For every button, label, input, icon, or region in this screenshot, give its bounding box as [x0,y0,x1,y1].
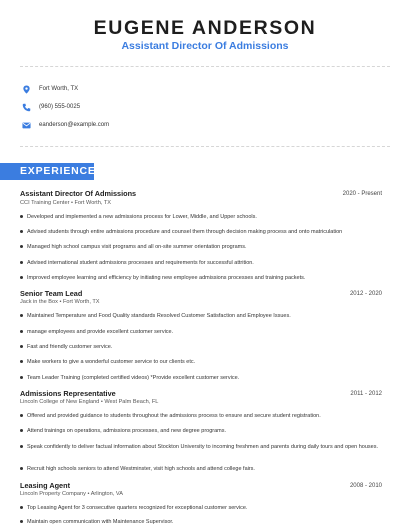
job-title: Admissions Representative [20,389,116,398]
email-text: eanderson@example.com [39,122,110,128]
job-company-line: Lincoln College of New England • West Palm Beach, FL [20,399,159,405]
contact-phone [22,101,80,113]
contact-divider [20,146,390,147]
header-divider [20,66,390,67]
bullet-text: Make workers to give a wonderful customer service to our clients etc. [27,359,196,365]
bullet-dot [20,314,23,317]
bullet-dot [20,215,23,218]
company-name: Jack in the Box [20,299,58,305]
bullet-text: Attend trainings on operations, admissions processes, and new degree programs. [27,428,227,434]
bullet-dot [20,414,23,417]
contact-email [22,119,109,131]
bullet-dot [20,520,23,523]
bullet-dot [20,345,23,348]
job-title: Leasing Agent [20,481,71,490]
job-company-line: CCI Training Center • Fort Worth, TX [20,200,111,206]
map-pin-icon [22,85,31,94]
bullet-text: Developed and implemented a new admissions process for Lower, Middle, and Upper schools. [27,214,257,220]
section-title-experience: EXPERIENCE [20,165,96,177]
phone-icon [22,103,31,112]
job-title: Senior Team Lead [20,289,83,298]
job-dates: 2011 - 2012 [350,391,382,397]
company-location: Fort Worth, TX [63,299,100,305]
company-name: CCI Training Center [20,200,70,206]
bullet-text: Maintain open communication with Maintenance Supervisor. [27,519,174,525]
bullet-dot [20,360,23,363]
phone-text: (960) 555-0025 [39,104,81,110]
job-dates: 2020 - Present [342,191,382,197]
bullet-text: Team Leader Training (completed certified videos) *Provide excellent customer service. [27,375,240,381]
company-name: Lincoln College of New England [20,399,100,405]
bullet-text: Maintained Temperature and Food Quality standards Resolved Customer Satisfaction and Employee Issues. [27,313,291,319]
bullet-text: Speak confidently to deliver factual information about Stockton University to incoming freshmen and parents during daily tours and open houses. [27,444,378,450]
bullet-text: manage employees and provide excellent customer service. [27,329,174,335]
bullet-dot [20,445,23,448]
contact-location [22,83,78,95]
bullet-text: Advised international student admissions processes and requirements for successful attrition. [27,260,254,266]
bullet-dot [20,261,23,264]
bullet-dot [20,506,23,509]
bullet-text: Improved employee learning and efficiency by initiating new employee admissions processes and training packets. [27,275,306,281]
bullet-text: Fast and friendly customer service. [27,344,113,350]
company-location: West Palm Beach, FL [104,399,159,405]
bullet-dot [20,376,23,379]
bullet-dot [20,467,23,470]
bullet-text: Offered and provided guidance to students throughout the admissions process to ensure and secure student registration. [27,413,321,419]
email-icon [22,121,31,130]
company-location: Arlington, VA [90,491,123,497]
bullet-dot [20,230,23,233]
company-name: Lincoln Property Company [20,491,86,497]
company-location: Fort Worth, TX [74,200,111,206]
bullet-dot [20,330,23,333]
bullet-text: Advised students through entire admissions procedure and counsel them through decision making process and onto matriculation [27,229,343,235]
bullet-dot [20,245,23,248]
job-title: Assistant Director Of Admissions [20,189,137,198]
bullet-dot [20,429,23,432]
bullet-text: Top Leasing Agent for 3 consecutive quarters recognized for exceptional customer service. [27,505,248,511]
bullet-dot [20,276,23,279]
job-company-line: Jack in the Box • Fort Worth, TX [20,299,100,305]
name-heading: EUGENE ANDERSON [93,17,317,39]
job-dates: 2012 - 2020 [349,291,382,297]
location-text: Fort Worth, TX [39,86,79,92]
bullet-text: Recruit high schools seniors to attend Westminster, visit high schools and attend college fairs. [27,466,255,472]
job-dates: 2008 - 2010 [349,483,382,489]
job-title-heading: Assistant Director Of Admissions [121,40,289,52]
job-company-line: Lincoln Property Company • Arlington, VA [20,491,123,497]
bullet-text: Managed high school campus visit programs and all on-site summer orientation programs. [27,244,247,250]
